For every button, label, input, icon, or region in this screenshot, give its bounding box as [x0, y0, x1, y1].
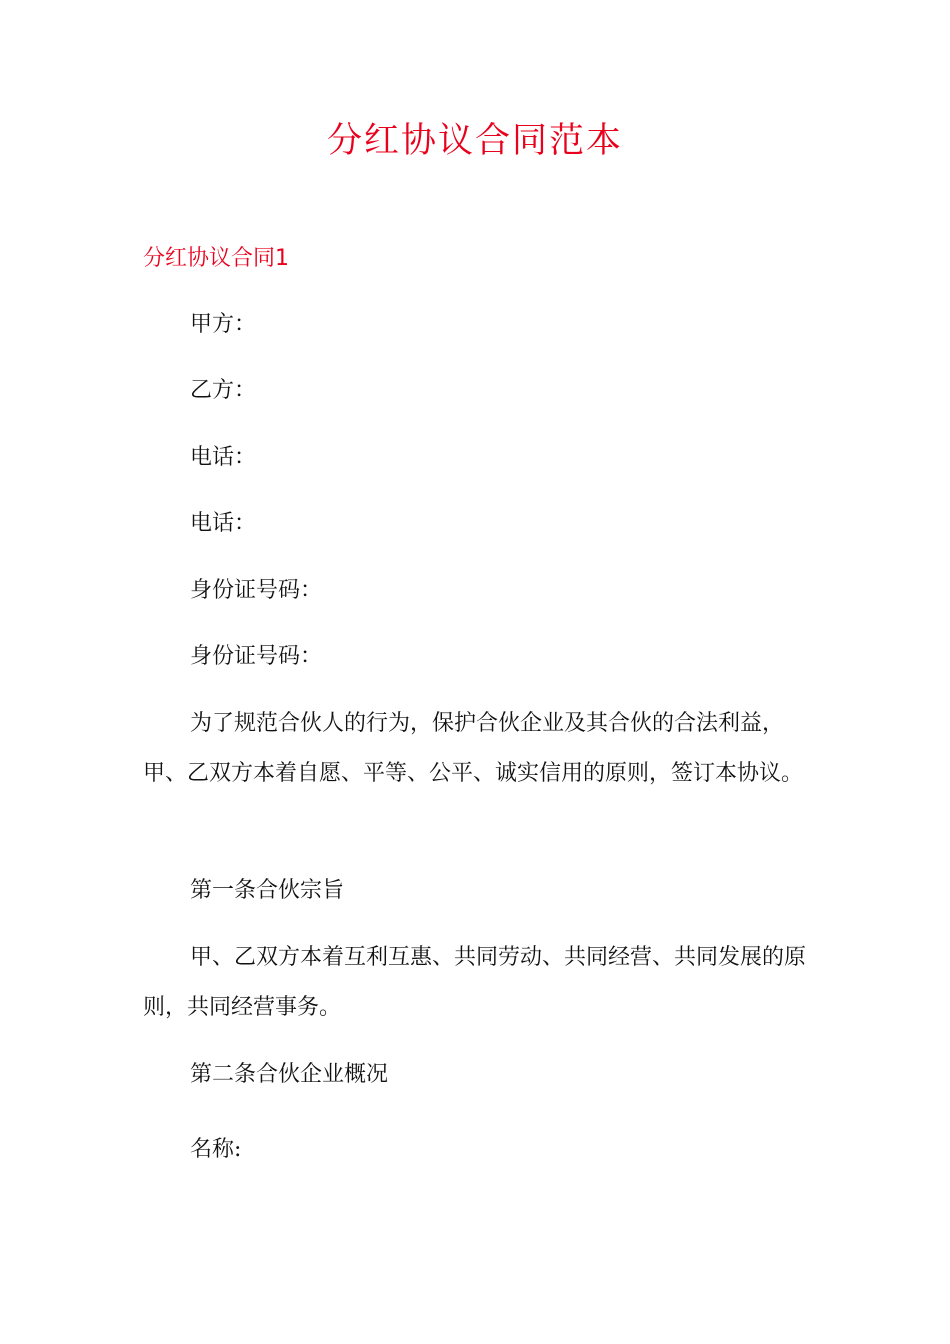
party-a-label: 甲方： — [190, 312, 257, 337]
id-a-label: 身份证号码： — [190, 578, 323, 603]
article-2-title: 第二条合伙企业概况 — [190, 1062, 389, 1087]
article-1-title: 第一条合伙宗旨 — [190, 878, 345, 903]
name-field-label: 名称: — [190, 1137, 242, 1162]
phone-b-label: 电话： — [190, 511, 257, 536]
party-b-label: 乙方： — [190, 378, 257, 403]
id-b-label: 身份证号码： — [190, 644, 323, 669]
section-heading: 分红协议合同1 — [143, 246, 289, 271]
document-title: 分红协议合同范本 — [326, 121, 623, 161]
phone-a-label: 电话： — [190, 445, 257, 470]
article-1-body: 甲、乙双方本着互利互惠、共同劳动、共同经营、共同发展的原则，共同经营事务。 — [143, 945, 807, 1020]
intro-paragraph: 为了规范合伙人的行为，保护合伙企业及其合伙的合法利益，甲、乙双方本着自愿、平等、公平、诚实信用的原则，签订本协议。 — [143, 711, 804, 786]
